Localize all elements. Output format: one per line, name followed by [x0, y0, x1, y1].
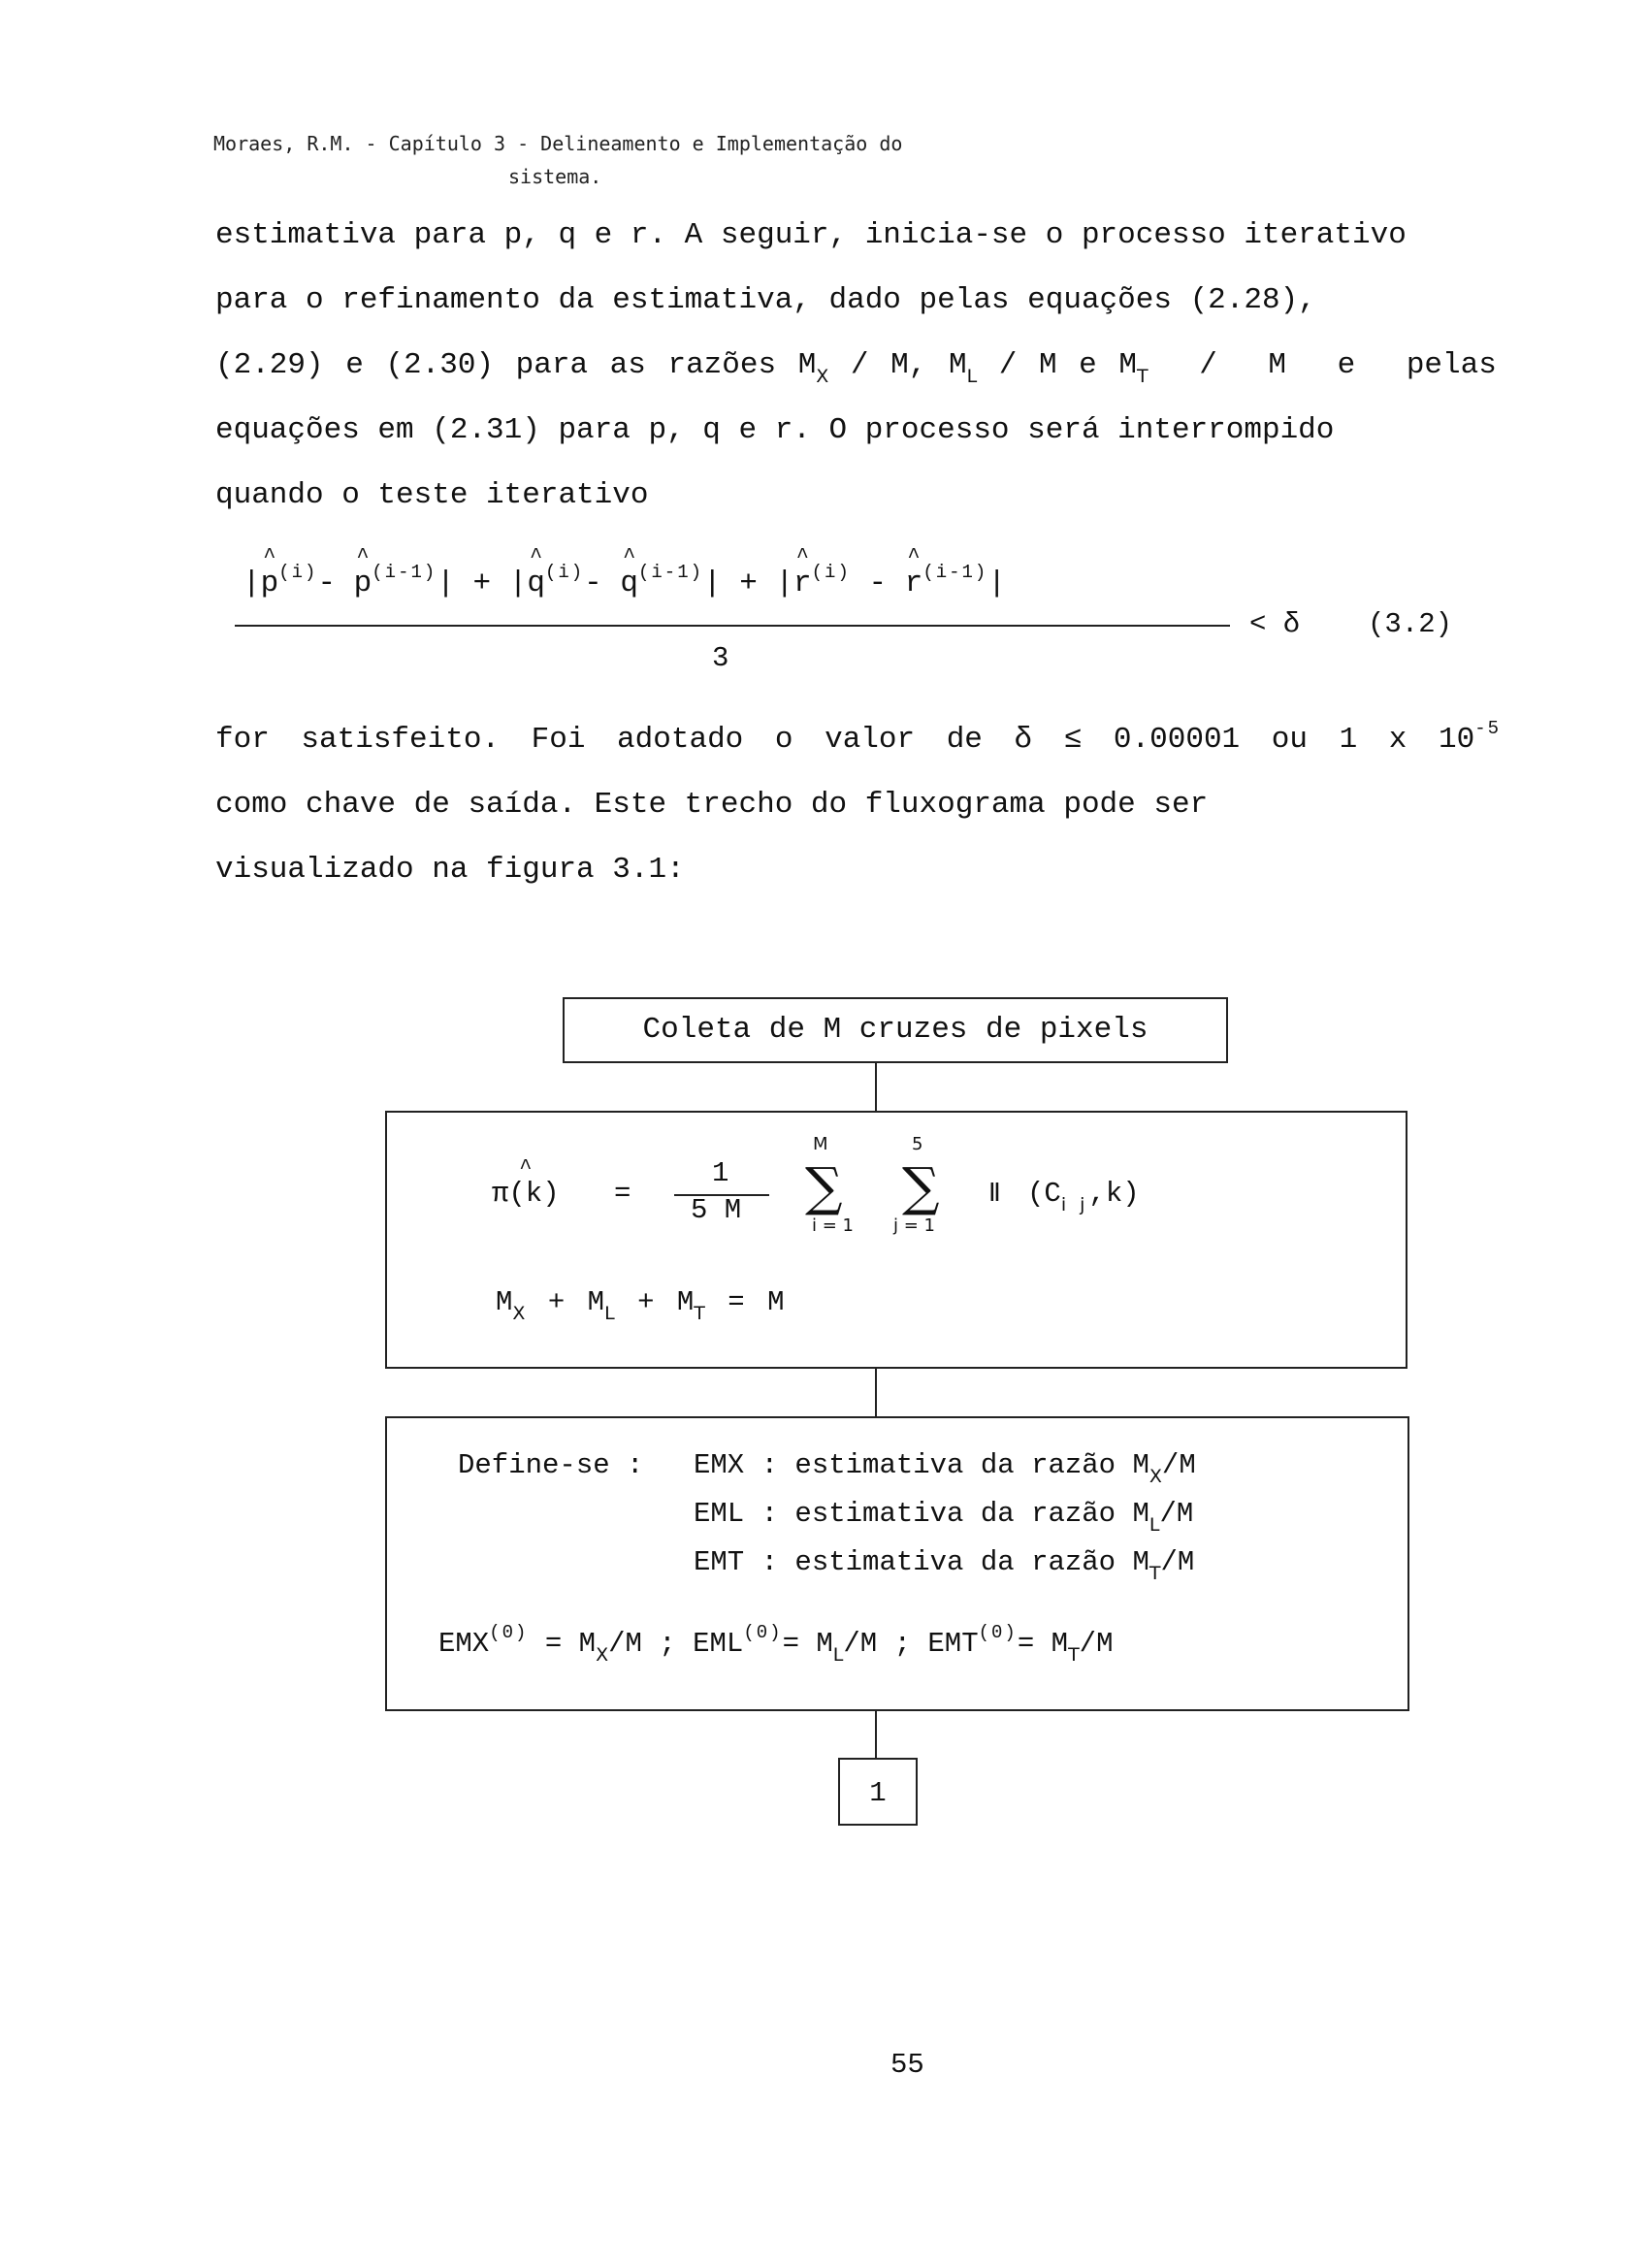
text-segment: / M, M [828, 348, 967, 382]
text-segment: (C [1027, 1178, 1061, 1210]
slash-m-separator: /M ; [608, 1628, 676, 1660]
subscript-ij: i j [1060, 1194, 1089, 1215]
superscript-i: (i) [811, 562, 851, 583]
equation-number: (3.2) [1368, 608, 1453, 640]
subscript-l: L [832, 1644, 844, 1666]
sum1-sigma: ∑ [805, 1156, 843, 1217]
paragraph1-line1: estimativa para p, q e r. A seguir, inicia-se o processo iterativo [215, 218, 1407, 252]
subscript-l: L [1149, 1514, 1160, 1536]
plus-sign: + [472, 567, 492, 600]
slash-m: /M [1079, 1628, 1114, 1660]
paragraph1-line3 [215, 348, 1511, 387]
superscript-i-minus-1: (i-1) [637, 562, 703, 583]
pi-k [492, 1178, 560, 1210]
flowchart-box-define [385, 1416, 1409, 1711]
text-segment: for satisfeito. Foi adotado o valor de δ ≤ 0.00001 ou 1 x 10 [215, 723, 1475, 757]
connector-label: 1 [869, 1777, 887, 1809]
abs-bar: | [437, 567, 455, 600]
text-segment: / M e M [977, 348, 1137, 382]
subscript-t: T [1068, 1644, 1080, 1666]
superscript-0: (0) [978, 1622, 1018, 1643]
equation-numerator [243, 562, 1006, 600]
equals-m: = M [728, 1286, 785, 1318]
flowchart-box-estimate [385, 1111, 1407, 1369]
running-header-line1: Moraes, R.M. - Capítulo 3 - Delineamento e Implementação do [213, 132, 903, 155]
text-segment: ,k) [1088, 1178, 1140, 1210]
text-segment: / M e pelas [1148, 348, 1497, 382]
flowchart-connector-box [838, 1758, 918, 1826]
equation-relation: < δ [1249, 608, 1301, 640]
superscript-i-minus-1: (i-1) [372, 562, 437, 583]
define-row-emt [694, 1546, 1195, 1584]
sum2-upper-limit: 5 [912, 1134, 923, 1154]
text-segment: (2.29) e (2.30) para as razões M [215, 348, 817, 382]
abs-bar: | [987, 567, 1006, 600]
sum1-upper-limit: M [813, 1134, 828, 1154]
abs-bar: | [508, 567, 528, 600]
superscript-0: (0) [489, 1622, 529, 1643]
equals-sign: = [614, 1178, 631, 1210]
p-hat: ^ p [354, 567, 372, 600]
r-hat: ^ r [793, 567, 812, 600]
superscript-i: (i) [278, 562, 318, 583]
minus-sign: - [317, 567, 337, 600]
paragraph1-line5: quando o teste iterativo [215, 478, 649, 512]
subscript-x: X [596, 1644, 609, 1666]
row-text: : estimativa da razão M [760, 1498, 1149, 1530]
row-tail: /M [1161, 1449, 1196, 1481]
emx-label: EMX [438, 1628, 490, 1660]
define-label: Define-se : [458, 1449, 644, 1481]
flowchart-box-collect [563, 997, 1228, 1063]
subscript-x: X [512, 1303, 526, 1324]
running-header-line2: sistema. [508, 165, 602, 188]
abs-bar: | [703, 567, 722, 600]
paragraph1-line4: equações em (2.31) para p, q e r. O processo será interrompido [215, 413, 1335, 447]
sum-of-m-equation [496, 1286, 785, 1324]
row-text: : estimativa da razão M [760, 1546, 1149, 1578]
row-tail: /M [1160, 1546, 1195, 1578]
r-hat: ^ r [905, 567, 923, 600]
paragraph2-line1 [215, 718, 1511, 757]
subscript-t: T [694, 1303, 705, 1324]
abs-bar: | [243, 567, 261, 600]
row-name: EMX [694, 1449, 745, 1481]
subscript-t: T [1149, 1563, 1161, 1584]
q-hat: ^ q [620, 567, 638, 600]
row-tail: /M [1159, 1498, 1194, 1530]
fraction-bar [235, 625, 1230, 627]
page-number: 55 [890, 2049, 924, 2081]
fraction-numerator: 1 [712, 1157, 729, 1189]
paragraph2-line2: como chave de saída. Este trecho do fluxograma pode ser [215, 788, 1209, 822]
m-symbol: M [676, 1286, 695, 1318]
subscript-t: T [1136, 366, 1149, 387]
define-row-eml [694, 1498, 1194, 1536]
superscript-minus-5: -5 [1474, 718, 1501, 739]
superscript-i: (i) [544, 562, 585, 583]
subscript-x: X [816, 366, 829, 387]
row-name: EMT [694, 1546, 745, 1578]
p-hat: ^ p [261, 567, 279, 600]
box-collect-label: Coleta de M cruzes de pixels [642, 1013, 1149, 1047]
plus-sign: + [547, 1286, 566, 1318]
superscript-0: (0) [743, 1622, 783, 1643]
indicator-function: Ⅱ [988, 1179, 1001, 1208]
slash-m-separator: /M ; [843, 1628, 911, 1660]
m-symbol: M [587, 1286, 605, 1318]
emt-label: EMT [927, 1628, 979, 1660]
superscript-i-minus-1: (i-1) [922, 562, 988, 583]
initial-values-row [438, 1622, 1114, 1666]
indicator-argument [1027, 1178, 1140, 1215]
paragraph2-line3: visualizado na figura 3.1: [215, 853, 685, 887]
paragraph1-line2: para o refinamento da estimativa, dado pelas equações (2.28), [215, 283, 1316, 317]
define-row-emx [694, 1449, 1196, 1487]
row-text: : estimativa da razão M [760, 1449, 1149, 1481]
m-symbol: M [496, 1286, 513, 1318]
sum2-lower-limit: j = 1 [893, 1215, 935, 1236]
subscript-l: L [966, 366, 978, 387]
equation-denominator: 3 [712, 642, 729, 674]
connector-line [875, 1369, 877, 1417]
subscript-x: X [1149, 1466, 1162, 1487]
q-hat: ^ q [527, 567, 545, 600]
fraction-denominator: 5 M [691, 1194, 742, 1226]
plus-sign: + [637, 1286, 655, 1318]
plus-sign: + [739, 567, 758, 600]
pi-hat-k: ^ π(k) [492, 1178, 560, 1210]
sum2-sigma: ∑ [902, 1156, 940, 1217]
minus-sign: - [584, 567, 602, 600]
equals-m: = M [528, 1628, 597, 1660]
equals-m: = M [1017, 1628, 1069, 1660]
subscript-l: L [604, 1303, 615, 1324]
equals-m: = M [782, 1628, 833, 1660]
eml-label: EML [693, 1628, 744, 1660]
sum1-lower-limit: i = 1 [812, 1215, 854, 1236]
row-name: EML [694, 1498, 745, 1530]
abs-bar: | [775, 567, 794, 600]
connector-line [875, 1063, 877, 1112]
connector-line [875, 1711, 877, 1760]
minus-sign: - [868, 567, 888, 600]
